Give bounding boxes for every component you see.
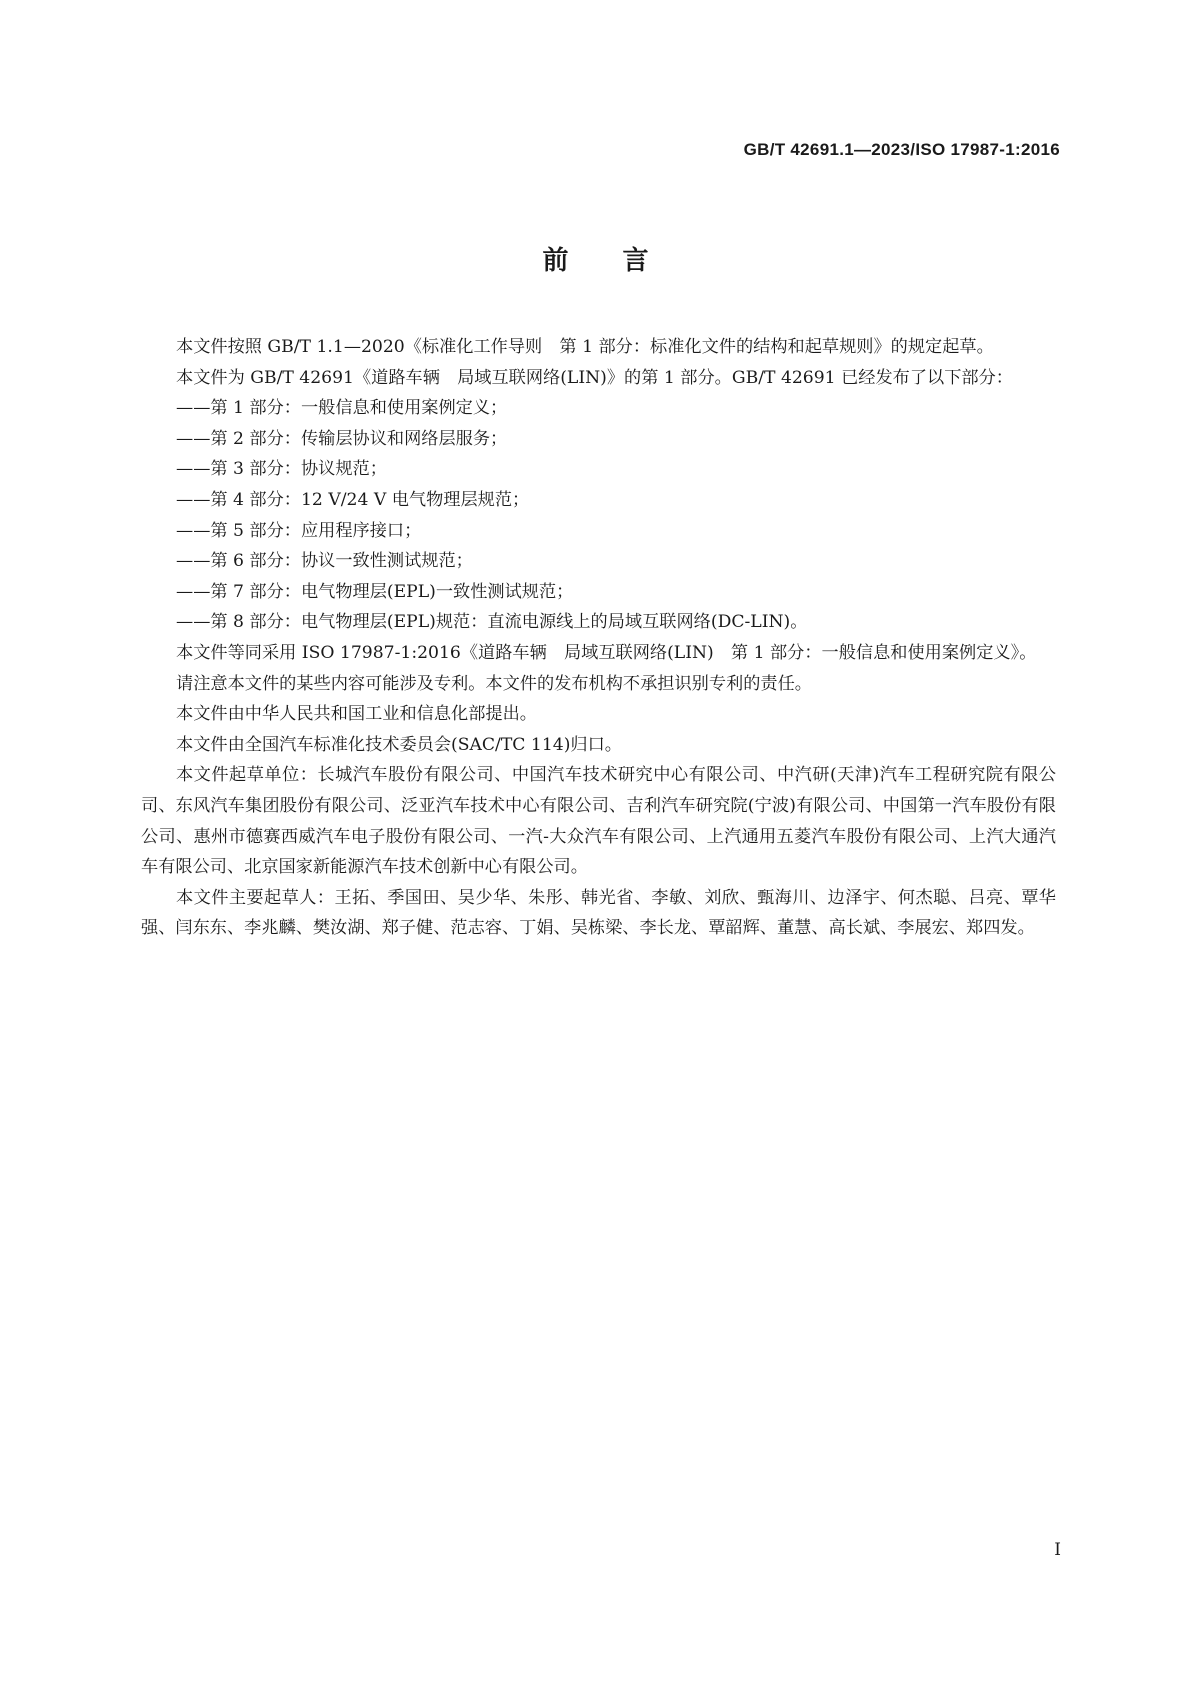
paragraph-patent-notice: 请注意本文件的某些内容可能涉及专利。本文件的发布机构不承担识别专利的责任。 bbox=[176, 673, 812, 694]
list-item: ——第 3 部分：协议规范； bbox=[176, 459, 387, 480]
page-number: I bbox=[1054, 1540, 1061, 1560]
page-title bbox=[0, 240, 1191, 277]
title-char-2: 言 bbox=[622, 246, 649, 276]
list-item: ——第 2 部分：传输层协议和网络层服务； bbox=[176, 428, 508, 449]
parts-list bbox=[141, 393, 1056, 638]
list-item: ——第 7 部分：电气物理层(EPL)一致性测试规范； bbox=[176, 581, 574, 602]
list-item: ——第 5 部分：应用程序接口； bbox=[176, 520, 422, 541]
paragraph-drafting-organizations: 本文件起草单位：长城汽车股份有限公司、中国汽车技术研究中心有限公司、中汽研(天津)汽车工程研究院有限公司、东风汽车集团股份有限公司、泛亚汽车技术中心有限公司、吉利汽车研究院(宁波)有限公司、中国第一汽车股份有限公司、惠州市德赛西威汽车电子股份有限公司、一汽-大众汽车有限公司、上汽通用五菱汽车股份有限公司、上汽大通汽车有限公司、北京国家新能源汽车技术创新中心有限公司。 bbox=[141, 765, 1056, 878]
foreword-body bbox=[141, 332, 1056, 944]
list-item: ——第 8 部分：电气物理层(EPL)规范：直流电源线上的局域互联网络(DC-LIN)。 bbox=[176, 612, 808, 633]
list-item: ——第 4 部分：12 V/24 V 电气物理层规范； bbox=[176, 489, 530, 510]
title-char-1: 前 bbox=[542, 246, 569, 276]
list-item: ——第 1 部分：一般信息和使用案例定义； bbox=[176, 398, 508, 419]
paragraph-series-intro: 本文件为 GB/T 42691《道路车辆 局域互联网络(LIN)》的第 1 部分。GB/T 42691 已经发布了以下部分： bbox=[176, 367, 1013, 388]
paragraph-iso-adoption: 本文件等同采用 ISO 17987-1:2016《道路车辆 局域互联网络(LIN) 第 1 部分：一般信息和使用案例定义》。 bbox=[176, 642, 1037, 663]
paragraph-proposed-by: 本文件由中华人民共和国工业和信息化部提出。 bbox=[176, 704, 537, 725]
paragraph-managed-by: 本文件由全国汽车标准化技术委员会(SAC/TC 114)归口。 bbox=[176, 734, 622, 755]
standard-number-header: GB/T 42691.1—2023/ISO 17987-1:2016 bbox=[743, 140, 1060, 159]
paragraph-drafting-rules: 本文件按照 GB/T 1.1—2020《标准化工作导则 第 1 部分：标准化文件的结构和起草规则》的规定起草。 bbox=[176, 337, 994, 357]
paragraph-drafters: 本文件主要起草人：王拓、季国田、吴少华、朱彤、韩光省、李敏、刘欣、甄海川、边泽宇、何杰聪、吕亮、覃华强、闫东东、李兆麟、樊汝湖、郑子健、范志容、丁娟、吴栋梁、李长龙、覃韶辉、董慧、高长斌、李展宏、郑四发。 bbox=[141, 887, 1056, 939]
list-item: ——第 6 部分：协议一致性测试规范； bbox=[176, 551, 473, 572]
